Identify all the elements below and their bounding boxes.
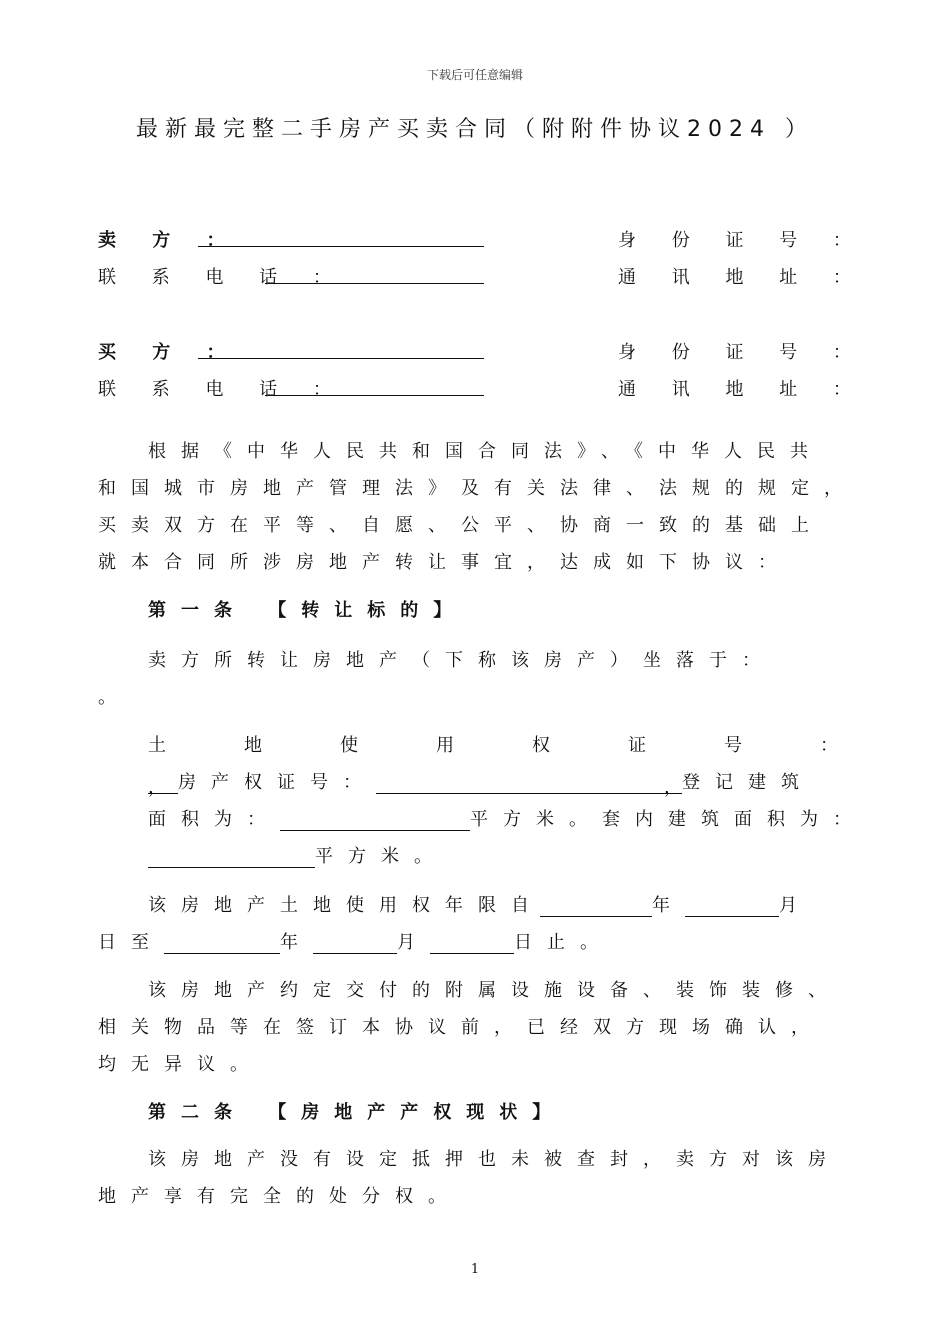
property-cert-line bbox=[148, 768, 814, 798]
land-cert-label: 土地使用权证号： bbox=[148, 735, 838, 756]
comma-2: ， bbox=[664, 777, 682, 798]
inner-area-field[interactable] bbox=[148, 847, 315, 868]
month-unit: 月 bbox=[779, 895, 812, 916]
term-line-2 bbox=[98, 928, 613, 954]
end-month-unit: 月 bbox=[397, 932, 430, 953]
year-unit: 年 bbox=[652, 895, 685, 916]
area-line bbox=[148, 805, 866, 831]
article-2-line-1: 该房地产没有设定抵押也未被查封，卖方对该房 bbox=[148, 1149, 841, 1170]
buyer-phone-field[interactable] bbox=[265, 375, 484, 396]
property-cert-field[interactable] bbox=[376, 773, 682, 798]
article-1-location: 卖方所转让房地产（下称该房产）坐落于： bbox=[148, 650, 775, 671]
document-title: 最新最完整二手房产买卖合同（附附件协议2024 ） bbox=[136, 117, 814, 142]
comma-1: ， bbox=[148, 777, 166, 798]
buyer-id-label: 身 份 证 号 ： bbox=[618, 342, 866, 363]
end-year-unit: 年 bbox=[280, 932, 313, 953]
intro-line-2: 和国城市房地产管理法》及有关法律、法规的规定， bbox=[98, 478, 857, 499]
article-1-heading: 第一条 【转让标的】 bbox=[148, 600, 467, 621]
end-day-field[interactable] bbox=[430, 933, 514, 954]
seller-label: 卖 方 ： bbox=[98, 230, 240, 251]
intro-line-3: 买卖双方在平等、自愿、公平、协商一致的基础上 bbox=[98, 515, 824, 536]
article-2-line-2: 地产享有完全的处分权。 bbox=[98, 1186, 461, 1207]
facilities-line-1: 该房地产约定交付的附属设施设备、装饰装修、 bbox=[148, 980, 841, 1001]
day-to-label: 日至 bbox=[98, 932, 164, 953]
buyer-name-field[interactable] bbox=[198, 338, 484, 359]
start-month-field[interactable] bbox=[685, 896, 779, 917]
header-note: 下载后可任意编辑 bbox=[426, 68, 523, 82]
land-cert-field[interactable] bbox=[148, 773, 178, 798]
facilities-line-3: 均无异议。 bbox=[98, 1054, 263, 1075]
end-year-field[interactable] bbox=[164, 933, 280, 954]
sqm-unit: 平方米。 bbox=[315, 846, 447, 867]
end-day-unit: 日止。 bbox=[514, 932, 613, 953]
article-2-heading: 第二条 【房地产产权现状】 bbox=[148, 1102, 566, 1123]
end-month-field[interactable] bbox=[313, 933, 397, 954]
buyer-label: 买 方 ： bbox=[98, 342, 240, 363]
article-1-location-end: 。 bbox=[98, 687, 131, 708]
property-cert-label: 房产权证号： bbox=[178, 772, 376, 793]
buyer-address-label: 通 讯 地 址 ： bbox=[618, 379, 866, 400]
inner-area-label: 平方米。套内建筑面积为： bbox=[470, 809, 866, 830]
intro-line-4: 就本合同所涉房地产转让事宜，达成如下协议： bbox=[98, 552, 791, 573]
land-cert-line bbox=[148, 731, 838, 757]
area-label: 面积为： bbox=[148, 809, 280, 830]
term-label: 该房地产土地使用权年限自 bbox=[148, 895, 544, 916]
term-line-1 bbox=[148, 891, 812, 917]
start-year-field[interactable] bbox=[540, 896, 652, 917]
inner-area-line bbox=[148, 842, 447, 868]
facilities-line-2: 相关物品等在签订本协议前，已经双方现场确认， bbox=[98, 1017, 824, 1038]
registered-area-label: 登记建筑 bbox=[682, 772, 814, 793]
seller-phone-label: 联 系 电 话 ： bbox=[98, 267, 346, 288]
intro-line-1: 根据《中华人民共和国合同法》、《中华人民共 bbox=[148, 441, 823, 462]
page-number: 1 bbox=[470, 1262, 480, 1277]
seller-phone-field[interactable] bbox=[265, 263, 484, 284]
seller-name-field[interactable] bbox=[198, 226, 484, 247]
buyer-phone-label: 联 系 电 话 ： bbox=[98, 379, 346, 400]
area-field[interactable] bbox=[280, 810, 470, 831]
seller-address-label: 通 讯 地 址 ： bbox=[618, 267, 866, 288]
seller-id-label: 身 份 证 号 ： bbox=[618, 230, 866, 251]
